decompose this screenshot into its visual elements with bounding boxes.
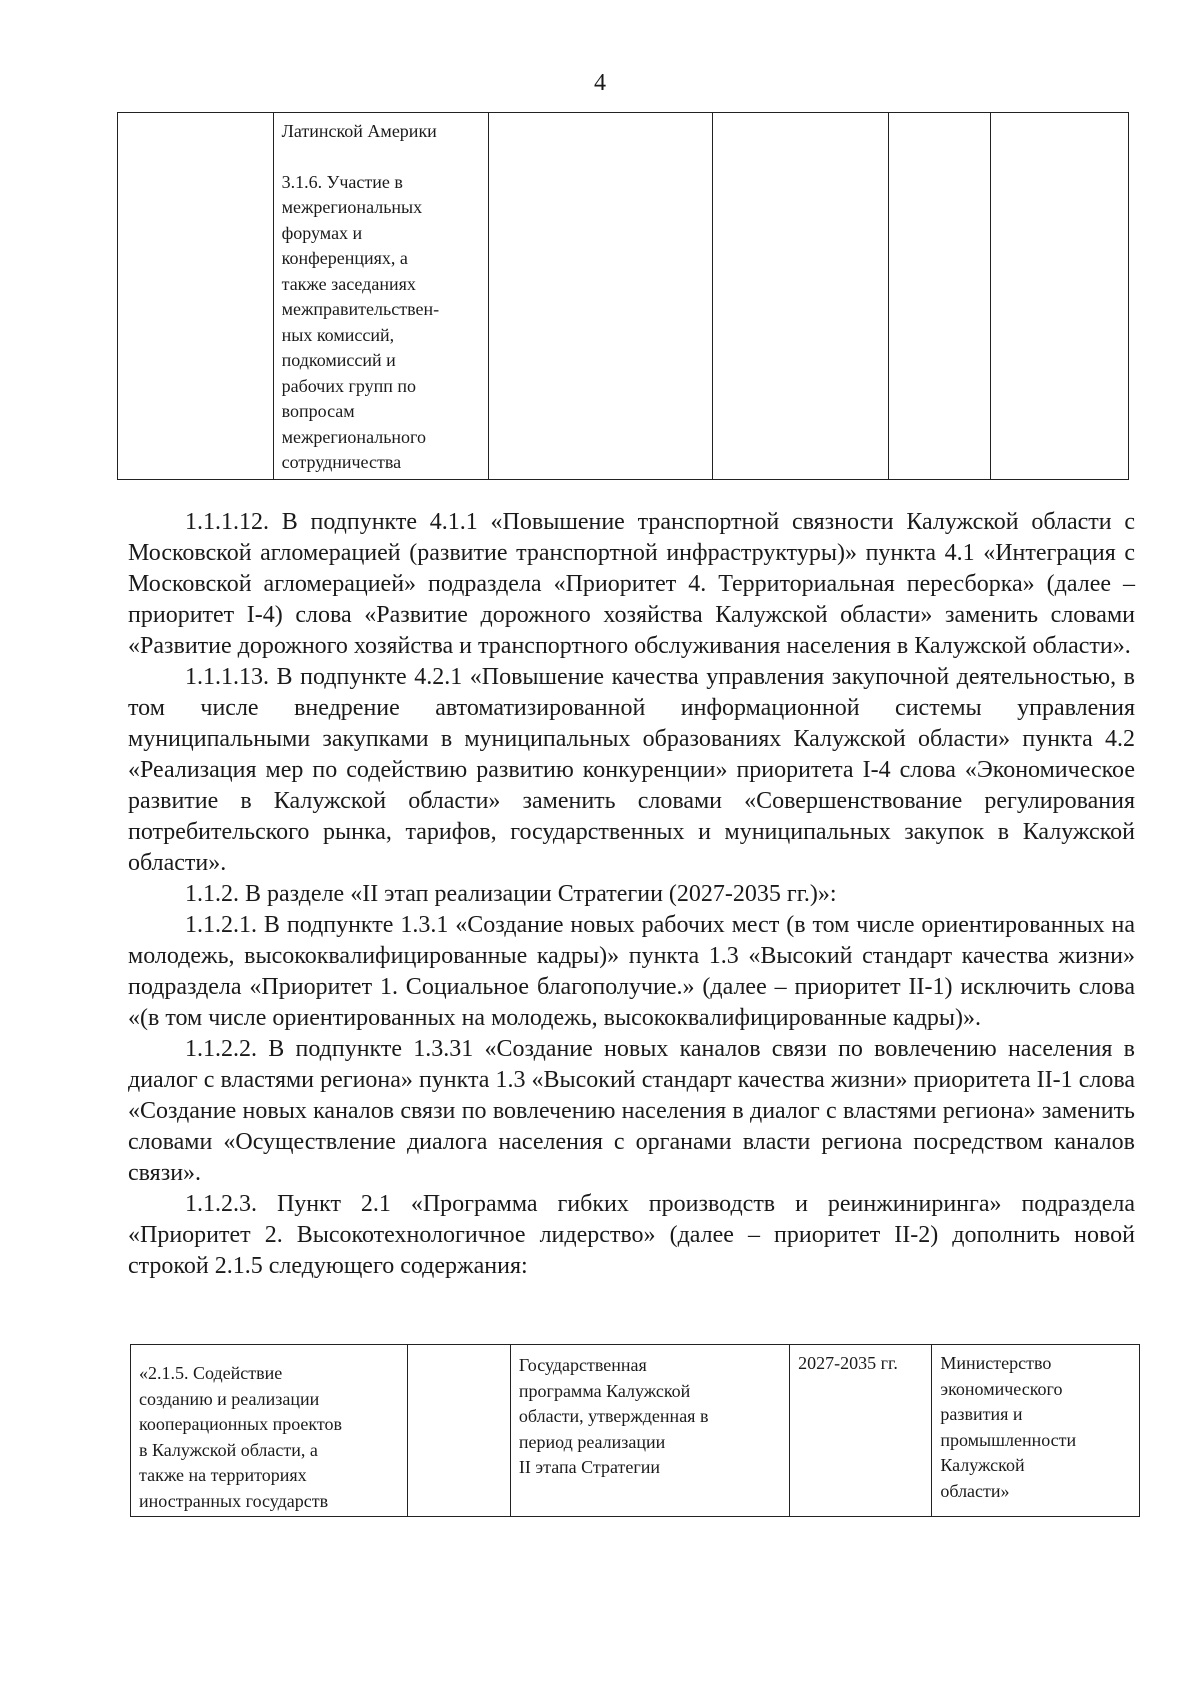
cell-line: ных комиссий, [281,324,395,345]
table-cell [712,113,888,480]
cell-line: II этапа Стратегии [518,1457,660,1477]
page-number: 4 [594,70,606,96]
table-row [131,1345,1140,1517]
cell-line: кооперационных проектов [139,1414,343,1434]
body-text [128,507,1135,1282]
paragraph: 1.1.2. В разделе «II этап реализации Стратегии (2027-2035 гг.)»: [185,881,837,907]
table-cell [408,1345,511,1517]
cell-line: промышленности [940,1429,1077,1450]
cell-line: Министерство [940,1353,1052,1373]
cell-line: рабочих групп по [281,375,417,396]
table-row [118,113,1129,480]
table-cell [489,113,713,480]
table-cell [118,113,274,480]
table-cell [273,113,488,480]
cell-line: программа Калужской [518,1380,691,1401]
bottom-table [130,1344,1140,1517]
table-cell [790,1345,932,1517]
cell-line: области, утвержденная в [518,1406,709,1426]
cell-line: также заседаниях [281,273,416,294]
cell-line: межправительствен- [281,299,440,319]
table-cell [990,113,1128,480]
cell-line: Калужской [940,1455,1025,1475]
table-cell [932,1345,1140,1517]
table-cell [131,1345,408,1517]
cell-line: форумах и [281,222,363,243]
paragraph: 1.1.1.13. В подпункте 4.2.1 «Повышение качества управления закупочной деятельностью, в том числе внедрение автоматизированной информационной системы управления муниципальными закупками в муниципальных образованиях Калужской области» пункта 4.2 «Реализация мер по содействию развитию конкуренции» приоритета I-4 слова «Экономическое развитие в Калужской области» заменить словами «Совершенствование регулирования потребительского рынка, тарифов, государственных и муниципальных закупок в Калужской области». [128,664,1135,876]
paragraph: 1.1.1.12. В подпункте 4.1.1 «Повышение транспортной связности Калужской области с Московской агломерацией (развитие транспортной инфраструктуры)» пункта 4.1 «Интеграция с Московской агломерацией» подраздела «Приоритет 4. Территориальная пересборка» (далее – приоритет I-4) слова «Развитие дорожного хозяйства Калужской области» заменить словами «Развитие дорожного хозяйства и транспортного обслуживания населения в Калужской области». [128,509,1135,659]
cell-line: период реализации [518,1431,666,1452]
cell-line: созданию и реализации [139,1388,320,1409]
paragraph: 1.1.2.3. Пункт 2.1 «Программа гибких производств и реинжиниринга» подраздела «Приоритет 2. Высокотехнологичное лидерство» (далее – приоритет II-2) дополнить новой строкой 2.1.5 следующего содержания: [128,1191,1135,1279]
cell-line: иностранных государств [139,1490,329,1511]
cell-line: вопросам [281,401,355,421]
cell-line: подкомиссий и [281,350,396,370]
cell-line: Латинской Америки [281,121,437,141]
cell-line: экономического [940,1378,1063,1399]
cell-line: 3.1.6. Участие в [281,171,403,192]
cell-line: конференциях, а [281,248,408,268]
paragraph: 1.1.2.1. В подпункте 1.3.1 «Создание новых рабочих мест (в том числе ориентированных на молодежь, высококвалифицированные кадры)» пункта 1.3 «Высокий стандарт качества жизни» подраздела «Приоритет 1. Социальное благополучие.» (далее – приоритет II-1) исключить слова «(в том числе ориентированных на молодежь, высококвалифицированные кадры)». [128,912,1135,1031]
table-cell [510,1345,789,1517]
cell-line: «2.1.5. Содействие [139,1363,283,1383]
cell-line: сотрудничества [281,452,402,472]
table-cell [888,113,990,480]
cell-line: развития и [940,1404,1023,1424]
cell-line: Государственная [518,1355,647,1375]
cell-line: области» [940,1480,1010,1501]
cell-line: межрегионального [281,426,426,447]
cell-line: также на территориях [139,1465,307,1485]
cell-line: в Калужской области, а [139,1439,318,1460]
cell-line: межрегиональных [281,197,423,217]
paragraph: 1.1.2.2. В подпункте 1.3.31 «Создание новых каналов связи по вовлечению населения в диалог с властями региона» пункта 1.3 «Высокий стандарт качества жизни» приоритета II-1 слова «Создание новых каналов связи по вовлечению населения в диалог с властями региона» заменить словами «Осуществление диалога населения с органами власти региона посредством каналов связи». [128,1036,1135,1186]
top-table [117,112,1129,480]
cell-line: 2027-2035 гг. [798,1353,898,1373]
